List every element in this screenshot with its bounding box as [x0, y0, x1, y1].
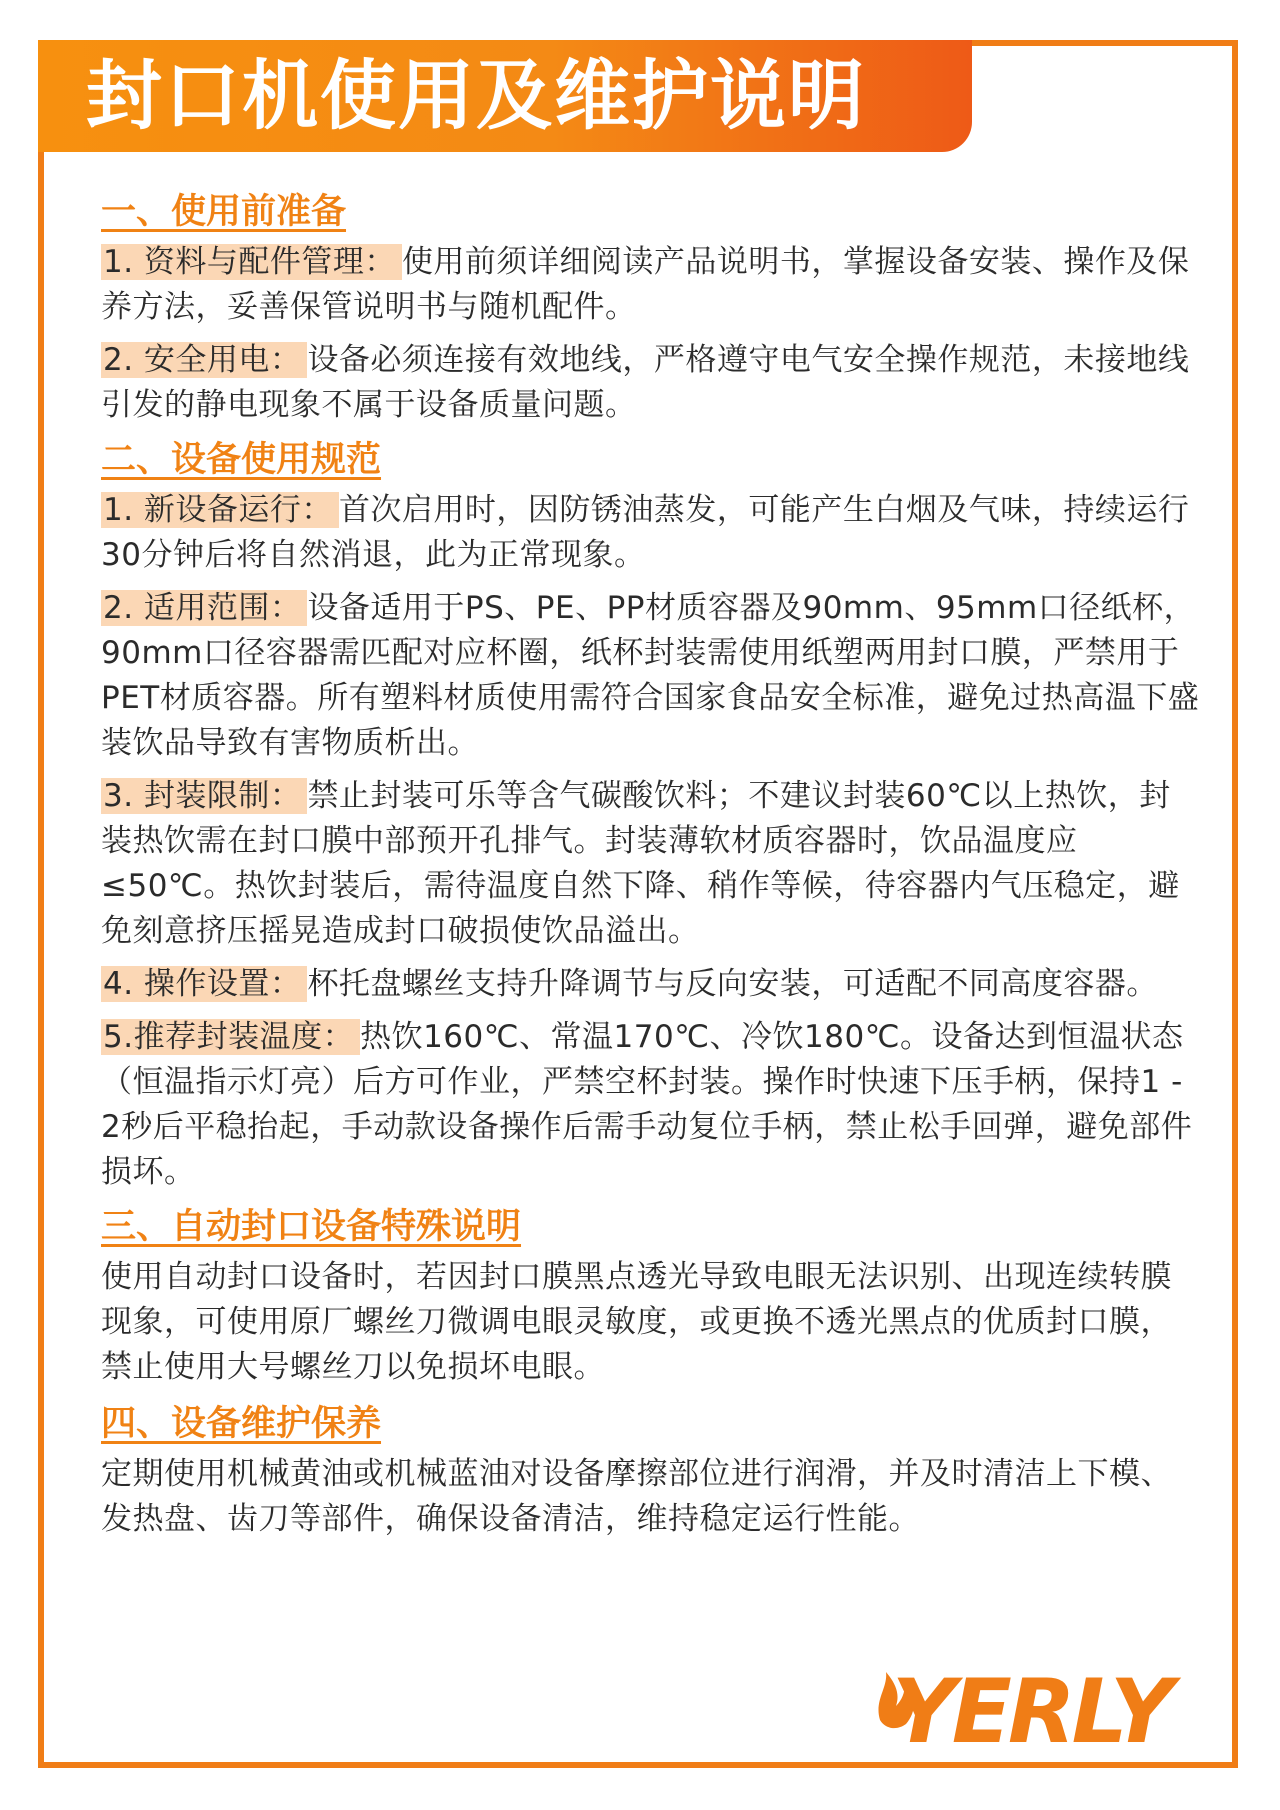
document-content: [101, 188, 1201, 1542]
item-text: 设备适用于PS、PE、PP材质容器及90mm、95mm口径纸杯，90mm口径容器需匹配对应杯圈，纸杯封装需使用纸塑两用封口膜，严禁用于PET材质容器。所有塑料材质使用需符合国家食品安全标准，避免过热高温下盛装饮品导致有害物质析出。: [101, 590, 1200, 761]
item-label: 1. 新设备运行：: [101, 492, 339, 528]
paragraph: 定期使用机械黄油或机械蓝油对设备摩擦部位进行润滑，并及时清洁上下模、发热盘、齿刀等部件，确保设备清洁，维持稳定运行性能。: [101, 1456, 1172, 1537]
item-text: 使用前须详细阅读产品说明书，掌握设备安装、操作及保养方法，妥善保管说明书与随机配件。: [101, 244, 1190, 325]
logo-text: YERLY: [892, 1660, 1170, 1760]
list-item: [101, 774, 1201, 954]
section-3: [101, 1203, 1201, 1390]
section-heading: 二、设备使用规范: [101, 440, 382, 480]
item-label: 4. 操作设置：: [101, 966, 307, 1002]
list-item: [101, 586, 1201, 766]
item-text: 首次启用时，因防锈油蒸发，可能产生白烟及气味，持续运行30分钟后将自然消退，此为正常现象。: [101, 492, 1190, 573]
section-heading: 三、自动封口设备特殊说明: [101, 1207, 522, 1247]
page-title: 封口机使用及维护说明: [86, 51, 866, 140]
list-item: [101, 488, 1201, 578]
brand-logo: [870, 1650, 1210, 1760]
list-item: [101, 240, 1201, 330]
item-text: 杯托盘螺丝支持升降调节与反向安装，可适配不同高度容器。: [307, 966, 1158, 1002]
section-4: [101, 1400, 1201, 1542]
section-heading: 一、使用前准备: [101, 192, 347, 232]
list-item: [101, 338, 1201, 428]
section-heading: 四、设备维护保养: [101, 1404, 382, 1444]
paragraph: 使用自动封口设备时，若因封口膜黑点透光导致电眼无法识别、出现连续转膜现象，可使用原厂螺丝刀微调电眼灵敏度，或更换不透光黑点的优质封口膜，禁止使用大号螺丝刀以免损坏电眼。: [101, 1259, 1172, 1385]
item-label: 3. 封装限制：: [101, 778, 307, 814]
item-text: 热饮160℃、常温170℃、冷饮180℃。设备达到恒温状态（恒温指示灯亮）后方可作业，严禁空杯封装。操作时快速下压手柄，保持1 - 2秒后平稳抬起，手动款设备操作后需手动复位手柄，禁止松手回弹，避免部件损坏。: [101, 1019, 1193, 1190]
logo-graphic: [870, 1650, 1210, 1760]
section-1: [101, 188, 1201, 428]
item-text: 设备必须连接有效地线，严格遵守电气安全操作规范，未接地线引发的静电现象不属于设备质量问题。: [101, 342, 1190, 423]
item-label: 2. 安全用电：: [101, 342, 307, 378]
item-label: 5.推荐封装温度：: [101, 1019, 360, 1055]
list-item: [101, 1015, 1201, 1195]
list-item: [101, 962, 1201, 1007]
item-text: 禁止封装可乐等含气碳酸饮料；不建议封装60℃以上热饮，封装热饮需在封口膜中部预开孔排气。封装薄软材质容器时，饮品温度应≤50℃。热饮封装后，需待温度自然下降、稍作等候，待容器内气压稳定，避免刻意挤压摇晃造成封口破损使饮品溢出。: [101, 778, 1180, 949]
section-2: [101, 436, 1201, 1195]
item-label: 1. 资料与配件管理：: [101, 244, 402, 280]
item-label: 2. 适用范围：: [101, 590, 307, 626]
